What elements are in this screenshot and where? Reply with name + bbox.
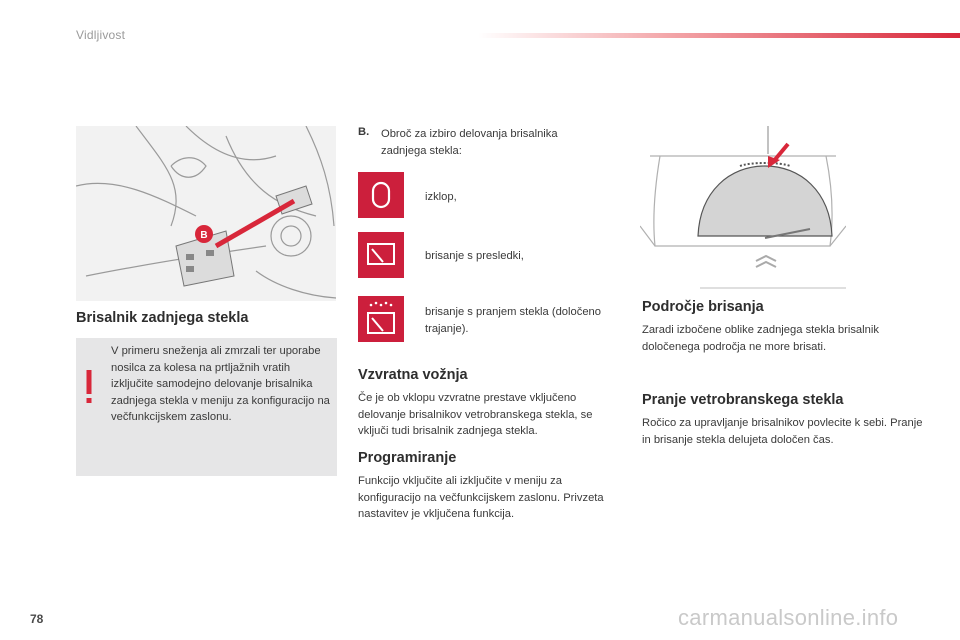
section-title: Vidljivost bbox=[76, 28, 126, 42]
warning-text: V primeru sneženja ali zmrzali ter uporabe nosilca za kolesa na prtljažnih vratih izklјučite samodejno delovanje brisalnika zadnjega stekla v meniju za konfiguracijo na večfunkcijskem zaslonu. bbox=[111, 345, 330, 423]
wiper-wash-icon bbox=[358, 296, 404, 342]
programming-text: Funkcijo vključite ali izključite v meniju za konfiguracijo na večfunkcijskem zaslonu. Privzeta nastavitev je vključena funkcija. bbox=[358, 475, 604, 520]
mode-intermittent-text: brisanje s presledki, bbox=[425, 250, 524, 262]
watermark: carmanualsonline.info bbox=[678, 605, 899, 630]
header-accent-rule bbox=[478, 33, 960, 38]
reverse-text: Če je ob vklopu vzvratne prestave vključeno delovanje brisalnikov vetrobranskega stekla, se vključi tudi brisalnik zadnjega stekla. bbox=[358, 392, 593, 437]
callout-b-label: B bbox=[200, 230, 208, 241]
reverse-heading: Vzvratna vožnja bbox=[358, 367, 468, 383]
mode-off-text: izklop, bbox=[425, 191, 457, 203]
wiping-area-text: Zaradi izbočene oblike zadnjega stekla brisalnik določenega področja ne more brisati. bbox=[642, 324, 879, 353]
washer-heading: Pranje vetrobranskega stekla bbox=[642, 392, 844, 408]
mode-wash-text: brisanje s pranjem stekla (določeno trajanje). bbox=[425, 306, 601, 335]
programming-heading: Programiranje bbox=[358, 450, 457, 466]
wiping-area-heading: Področje brisanja bbox=[642, 299, 764, 315]
b-description: Obroč za izbiro delovanja brisalnika zadnjega stekla: bbox=[381, 128, 558, 157]
wiper-lever-illustration bbox=[76, 126, 336, 301]
wiper-intermittent-icon bbox=[358, 232, 404, 278]
washer-text: Ročico za upravljanje brisalnikov povlecite k sebi. Pranje in brisanje stekla delujeta določen čas. bbox=[642, 417, 923, 446]
wiper-off-icon bbox=[358, 172, 404, 218]
warning-exclamation-icon bbox=[86, 370, 92, 404]
b-label: B. bbox=[358, 126, 370, 138]
left-heading: Brisalnik zadnjega stekla bbox=[76, 310, 249, 326]
page-number: 78 bbox=[30, 612, 44, 626]
rear-window-illustration bbox=[640, 126, 846, 291]
